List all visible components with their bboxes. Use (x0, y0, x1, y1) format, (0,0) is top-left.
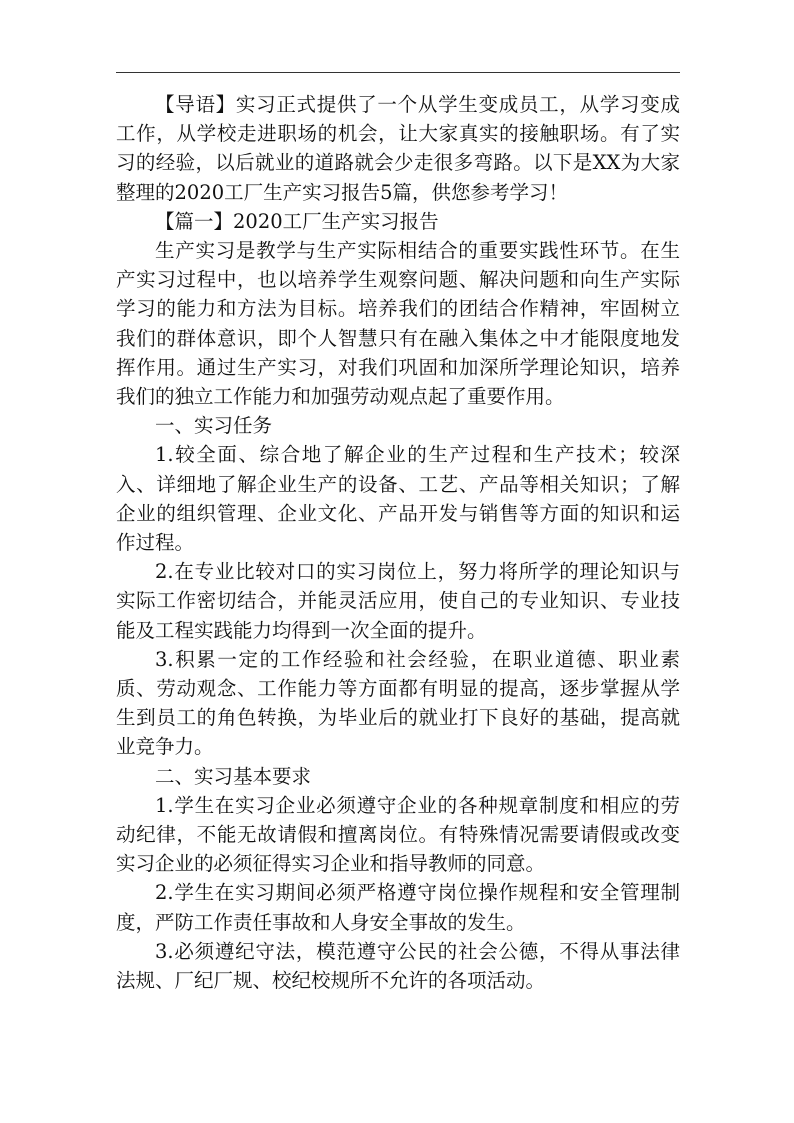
requirement-item-2: 2.学生在实习期间必须严格遵守岗位操作规程和安全管理制度，严防工作责任事故和人身安全事故的发生。 (116, 881, 680, 934)
task-item-1: 1.较全面、综合地了解企业的生产过程和生产技术；较深入、详细地了解企业生产的设备、工艺、产品等相关知识；了解企业的组织管理、企业文化、产品开发与销售等方面的知识和运作过程。 (116, 443, 680, 555)
task-item-2: 2.在专业比较对口的实习岗位上，努力将所学的理论知识与实际工作密切结合，并能灵活应用，使自己的专业知识、专业技能及工程实践能力均得到一次全面的提升。 (116, 560, 680, 642)
subheading-tasks: 一、实习任务 (155, 414, 273, 438)
intro-paragraph: 【导语】实习正式提供了一个从学生变成员工，从学习变成工作，从学校走进职场的机会，让大家真实的接触职场。有了实习的经验，以后就业的道路就会少走很多弯路。以下是XX为大家整理的2020工厂生产实习报告5篇，供您参考学习！ (116, 93, 680, 204)
requirement-item-1: 1.学生在实习企业必须遵守企业的各种规章制度和相应的劳动纪律，不能无故请假和擅离岗位。有特殊情况需要请假或改变实习企业的必须征得实习企业和指导教师的同意。 (116, 793, 680, 876)
requirement-item-3: 3.必须遵纪守法，模范遵守公民的社会公德，不得从事法律法规、厂纪厂规、校纪校规所不允许的各项活动。 (116, 939, 680, 993)
task-item-3: 3.积累一定的工作经验和社会经验，在职业道德、职业素质、劳动观念、工作能力等方面都有明显的提高，逐步掌握从学生到员工的角色转换，为毕业后的就业打下良好的基础，提高就业竞争力。 (116, 647, 680, 759)
document-body (116, 90, 680, 995)
header-rule (116, 72, 680, 73)
body-paragraph: 生产实习是教学与生产实际相结合的重要实践性环节。在生产实习过程中，也以培养学生观察问题、解决问题和向生产实际学习的能力和方法为目标。培养我们的团结合作精神，牢固树立我们的群体意识，即个人智慧只有在融入集体之中才能限度地发挥作用。通过生产实习，对我们巩固和加深所学理论知识，培养我们的独立工作能力和加强劳动观点起了重要作用。 (116, 239, 680, 409)
subheading-requirements: 二、实习基本要求 (155, 764, 312, 788)
section-title: 【篇一】2020工厂生产实习报告 (155, 209, 439, 233)
